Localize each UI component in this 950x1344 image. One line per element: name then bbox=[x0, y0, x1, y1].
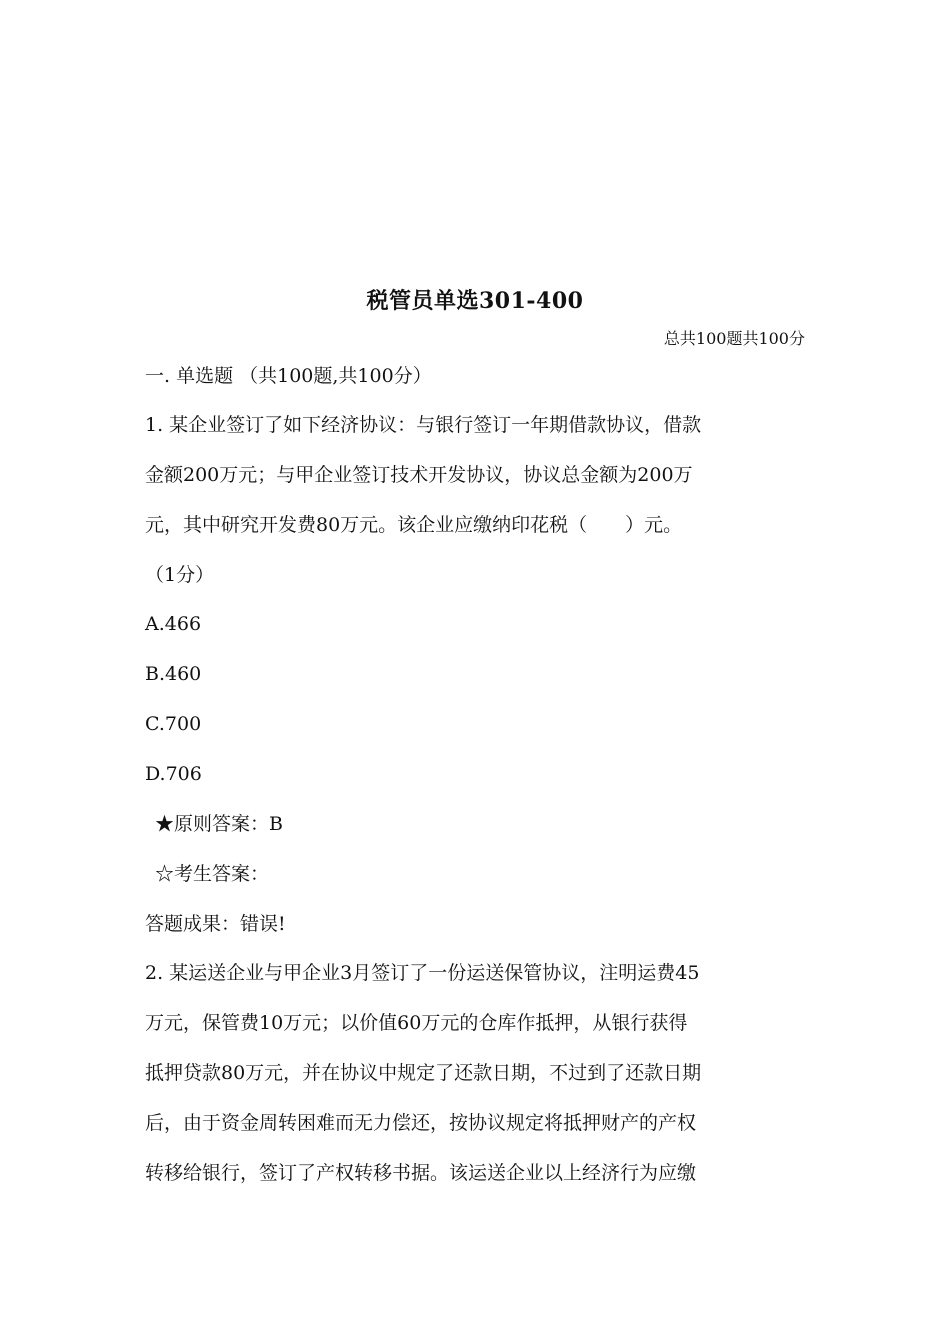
question-1-result: 答题成果：错误! bbox=[145, 913, 286, 935]
question-1-option-a: A.466 bbox=[145, 613, 202, 635]
question-2-line-1: 2. 某运送企业与甲企业3月签订了一份运送保管协议，注明运费45 bbox=[145, 962, 700, 984]
question-1-option-d: D.706 bbox=[145, 763, 202, 785]
question-1-standard-answer: ★原则答案：B bbox=[155, 813, 283, 835]
question-1-line-3: 元，其中研究开发费80万元。该企业应缴纳印花税（ ）元。 bbox=[145, 514, 683, 536]
question-2-line-3: 抵押贷款80万元，并在协议中规定了还款日期，不过到了还款日期 bbox=[145, 1062, 702, 1084]
question-2-line-5: 转移给银行，签订了产权转移书据。该运送企业以上经济行为应缴 bbox=[145, 1162, 697, 1184]
question-2-line-4: 后，由于资金周转困难而无力偿还，按协议规定将抵押财产的产权 bbox=[145, 1112, 697, 1134]
score-summary: 总共100题共100分 bbox=[663, 329, 805, 348]
question-1-option-b: B.460 bbox=[145, 663, 202, 685]
question-1-examinee-answer: ☆考生答案： bbox=[155, 863, 270, 885]
question-1-line-2: 金额200万元；与甲企业签订技术开发协议，协议总金额为200万 bbox=[145, 464, 693, 486]
document-title: 税管员单选301-400 bbox=[366, 288, 584, 314]
question-1-line-1: 1. 某企业签订了如下经济协议：与银行签订一年期借款协议，借款 bbox=[145, 414, 702, 436]
question-2-line-2: 万元，保管费10万元；以价值60万元的仓库作抵押，从银行获得 bbox=[145, 1012, 688, 1034]
section-heading: 一. 单选题 （共100题,共100分） bbox=[145, 365, 432, 387]
question-1-option-c: C.700 bbox=[145, 713, 202, 735]
question-1-score: （1分） bbox=[145, 564, 215, 586]
